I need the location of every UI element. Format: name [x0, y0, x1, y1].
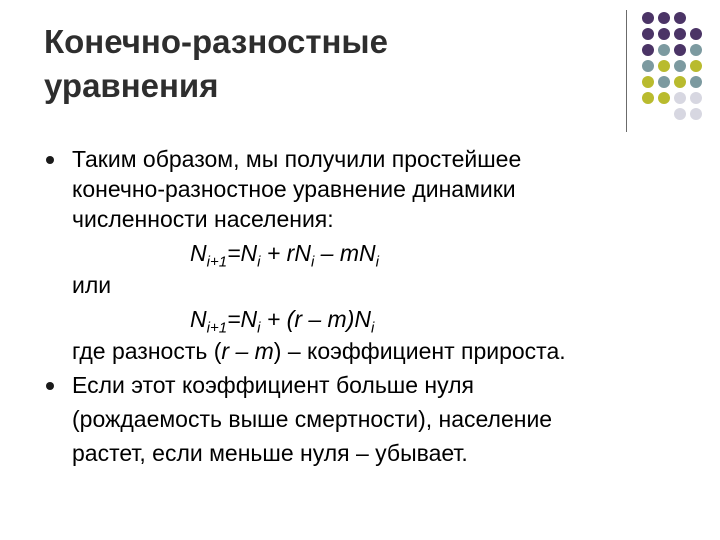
dot-purple: [658, 28, 670, 40]
dot-lightgray: [690, 92, 702, 104]
bullet1-line1: Таким образом, мы получили простейшее: [72, 146, 522, 172]
dot-teal: [674, 60, 686, 72]
dot-lightgray: [674, 108, 686, 120]
dot-olive: [674, 76, 686, 88]
or-word: или: [72, 272, 112, 298]
slide-title-line2: уравнения: [44, 67, 219, 104]
bullet2-line2: (рождаемость выше смертности), население: [72, 406, 553, 432]
bullet2-line1: Если этот коэффициент больше нуля: [72, 372, 475, 398]
dot-olive: [690, 60, 702, 72]
dot-olive: [658, 92, 670, 104]
decorative-divider: [626, 10, 627, 132]
dot-lightgray: [674, 92, 686, 104]
dot-lightgray: [690, 108, 702, 120]
dot-olive: [642, 76, 654, 88]
equation-1: $N_{i+1}=N_i + rN_i - mN_i$: [190, 240, 379, 271]
dot-teal: [658, 76, 670, 88]
dot-purple: [642, 12, 654, 24]
dot-teal: [690, 44, 702, 56]
bullet1-line3: численности населения:: [72, 206, 334, 232]
decorative-dot-grid: [640, 10, 720, 120]
bullet1-line2: конечно-разностное уравнение динамики: [72, 176, 516, 202]
equation-2: $N_{i+1}=N_i + (r - m)N_i$: [190, 306, 375, 337]
bullet-dot: [46, 382, 54, 390]
bullet1-last-line: где разность (r – m) – коэффициент прироста.: [72, 338, 566, 364]
dot-purple: [674, 44, 686, 56]
dot-purple: [642, 44, 654, 56]
slide-title-line1: Конечно-разностные: [44, 23, 388, 60]
dot-teal: [658, 44, 670, 56]
bullet2-line3: растет, если меньше нуля – убывает.: [72, 440, 468, 466]
dot-purple: [690, 28, 702, 40]
slide-title: [44, 20, 388, 108]
dot-purple: [674, 12, 686, 24]
dot-purple: [674, 28, 686, 40]
dot-teal: [690, 76, 702, 88]
dot-olive: [642, 92, 654, 104]
dot-teal: [642, 60, 654, 72]
dot-purple: [658, 12, 670, 24]
dot-purple: [642, 28, 654, 40]
dot-olive: [658, 60, 670, 72]
bullet-dot: [46, 156, 54, 164]
